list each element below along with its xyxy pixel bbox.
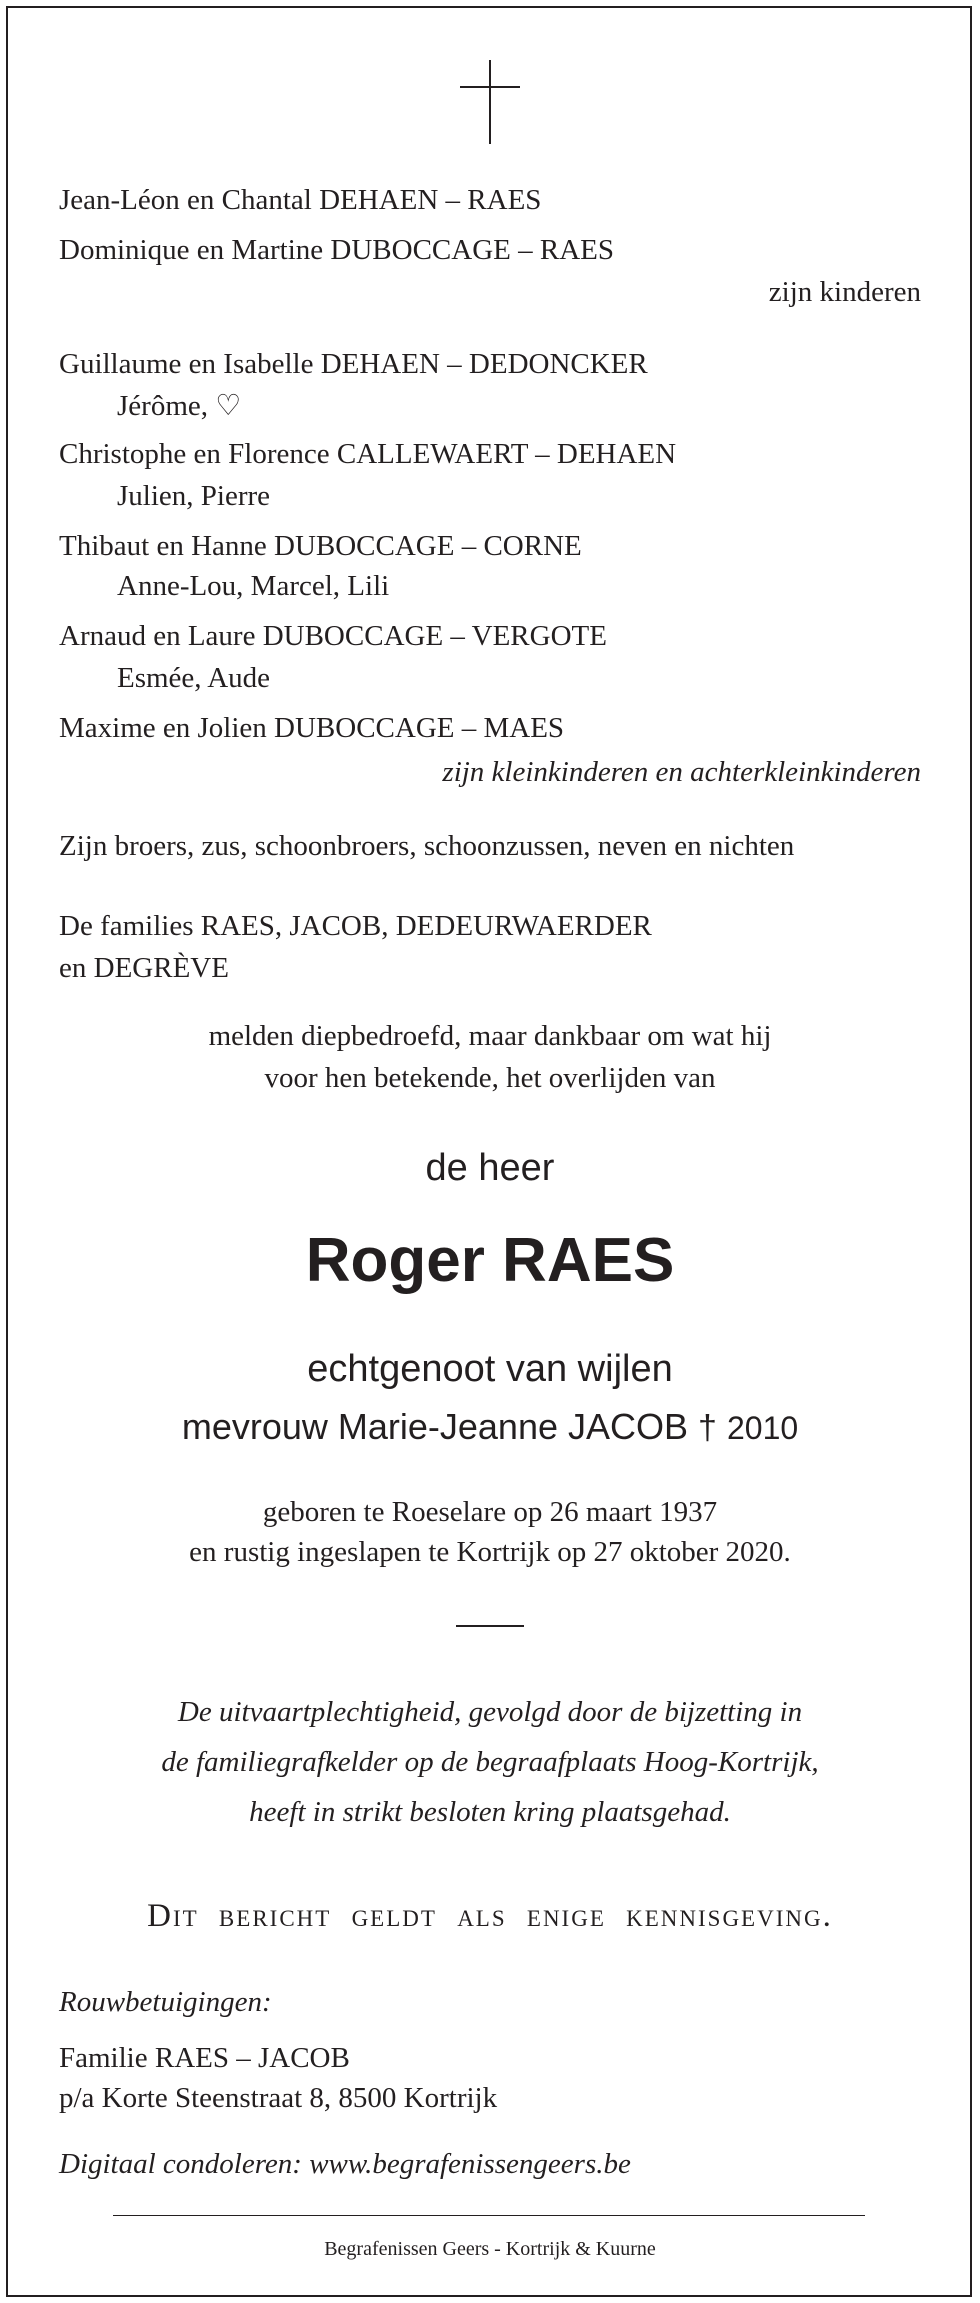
grandchild-couple-4: Arnaud en Laure DUBOCCAGE – VERGOTE <box>59 620 607 652</box>
grandchild-kids-2: Julien, Pierre <box>117 480 271 512</box>
birth-line: geboren te Roeselare op 26 maart 1937 <box>262 1496 718 1528</box>
funeral-home: Begrafenissen Geers - Kortrijk & Kuurne <box>324 2238 656 2260</box>
notice-line: Dit bericht geldt als enige kennisgeving. <box>147 1898 833 1934</box>
children-label: zijn kinderen <box>768 276 921 308</box>
funeral-line-2: de familiegrafkelder op de begraafplaats Hoog-Kortrijk, <box>161 1746 819 1778</box>
separator <box>456 1625 524 1627</box>
spouse-year: 2010 <box>726 1410 799 1446</box>
address-line-1: Familie RAES – JACOB <box>59 2042 350 2074</box>
child-line-2: Dominique en Martine DUBOCCAGE – RAES <box>59 234 614 266</box>
grandchildren-label: zijn kleinkinderen en achterkleinkinderen <box>442 756 921 788</box>
cross-icon <box>460 60 520 144</box>
grandchild-kids-3: Anne-Lou, Marcel, Lili <box>117 570 390 602</box>
grandchild-kids-1: Jérôme, ♡ <box>117 390 242 422</box>
deceased-title: de heer <box>425 1147 555 1189</box>
families-line-1: De families RAES, JACOB, DEDEURWAERDER <box>59 910 652 942</box>
death-line: en rustig ingeslapen te Kortrijk op 27 oktober 2020. <box>189 1536 791 1568</box>
dagger-icon: † <box>698 1409 717 1447</box>
spouse-line-1: echtgenoot van wijlen <box>307 1348 673 1390</box>
condolences-label: Rouwbetuigingen: <box>59 1986 272 2018</box>
child-line-1: Jean-Léon en Chantal DEHAEN – RAES <box>59 184 542 216</box>
spouse-name: mevrouw Marie-Jeanne JACOB <box>181 1406 689 1447</box>
grandchild-kids-4: Esmée, Aude <box>117 662 271 694</box>
spouse-line-2 <box>0 1404 980 1451</box>
address-line-2: p/a Korte Steenstraat 8, 8500 Kortrijk <box>59 2082 498 2114</box>
siblings-line: Zijn broers, zus, schoonbroers, schoonzussen, neven en nichten <box>59 830 795 862</box>
online-condolences: Digitaal condoleren: www.begrafenissengeers.be <box>59 2148 631 2180</box>
funeral-line-1: De uitvaartplechtigheid, gevolgd door de bijzetting in <box>177 1696 803 1728</box>
funeral-line-3: heeft in strikt besloten kring plaatsgehad. <box>249 1796 731 1828</box>
grandchild-couple-5: Maxime en Jolien DUBOCCAGE – MAES <box>59 712 565 744</box>
announcement-line-1: melden diepbedroefd, maar dankbaar om wat hij <box>208 1020 772 1052</box>
families-line-2: en DEGRÈVE <box>59 952 229 984</box>
grandchild-couple-3: Thibaut en Hanne DUBOCCAGE – CORNE <box>59 530 582 562</box>
grandchild-couple-2: Christophe en Florence CALLEWAERT – DEHAEN <box>59 438 677 470</box>
deceased-name: Roger RAES <box>305 1226 675 1295</box>
footer-rule <box>113 2215 865 2216</box>
announcement-line-2: voor hen betekende, het overlijden van <box>264 1062 716 1094</box>
grandchild-couple-1: Guillaume en Isabelle DEHAEN – DEDONCKER <box>59 348 648 380</box>
